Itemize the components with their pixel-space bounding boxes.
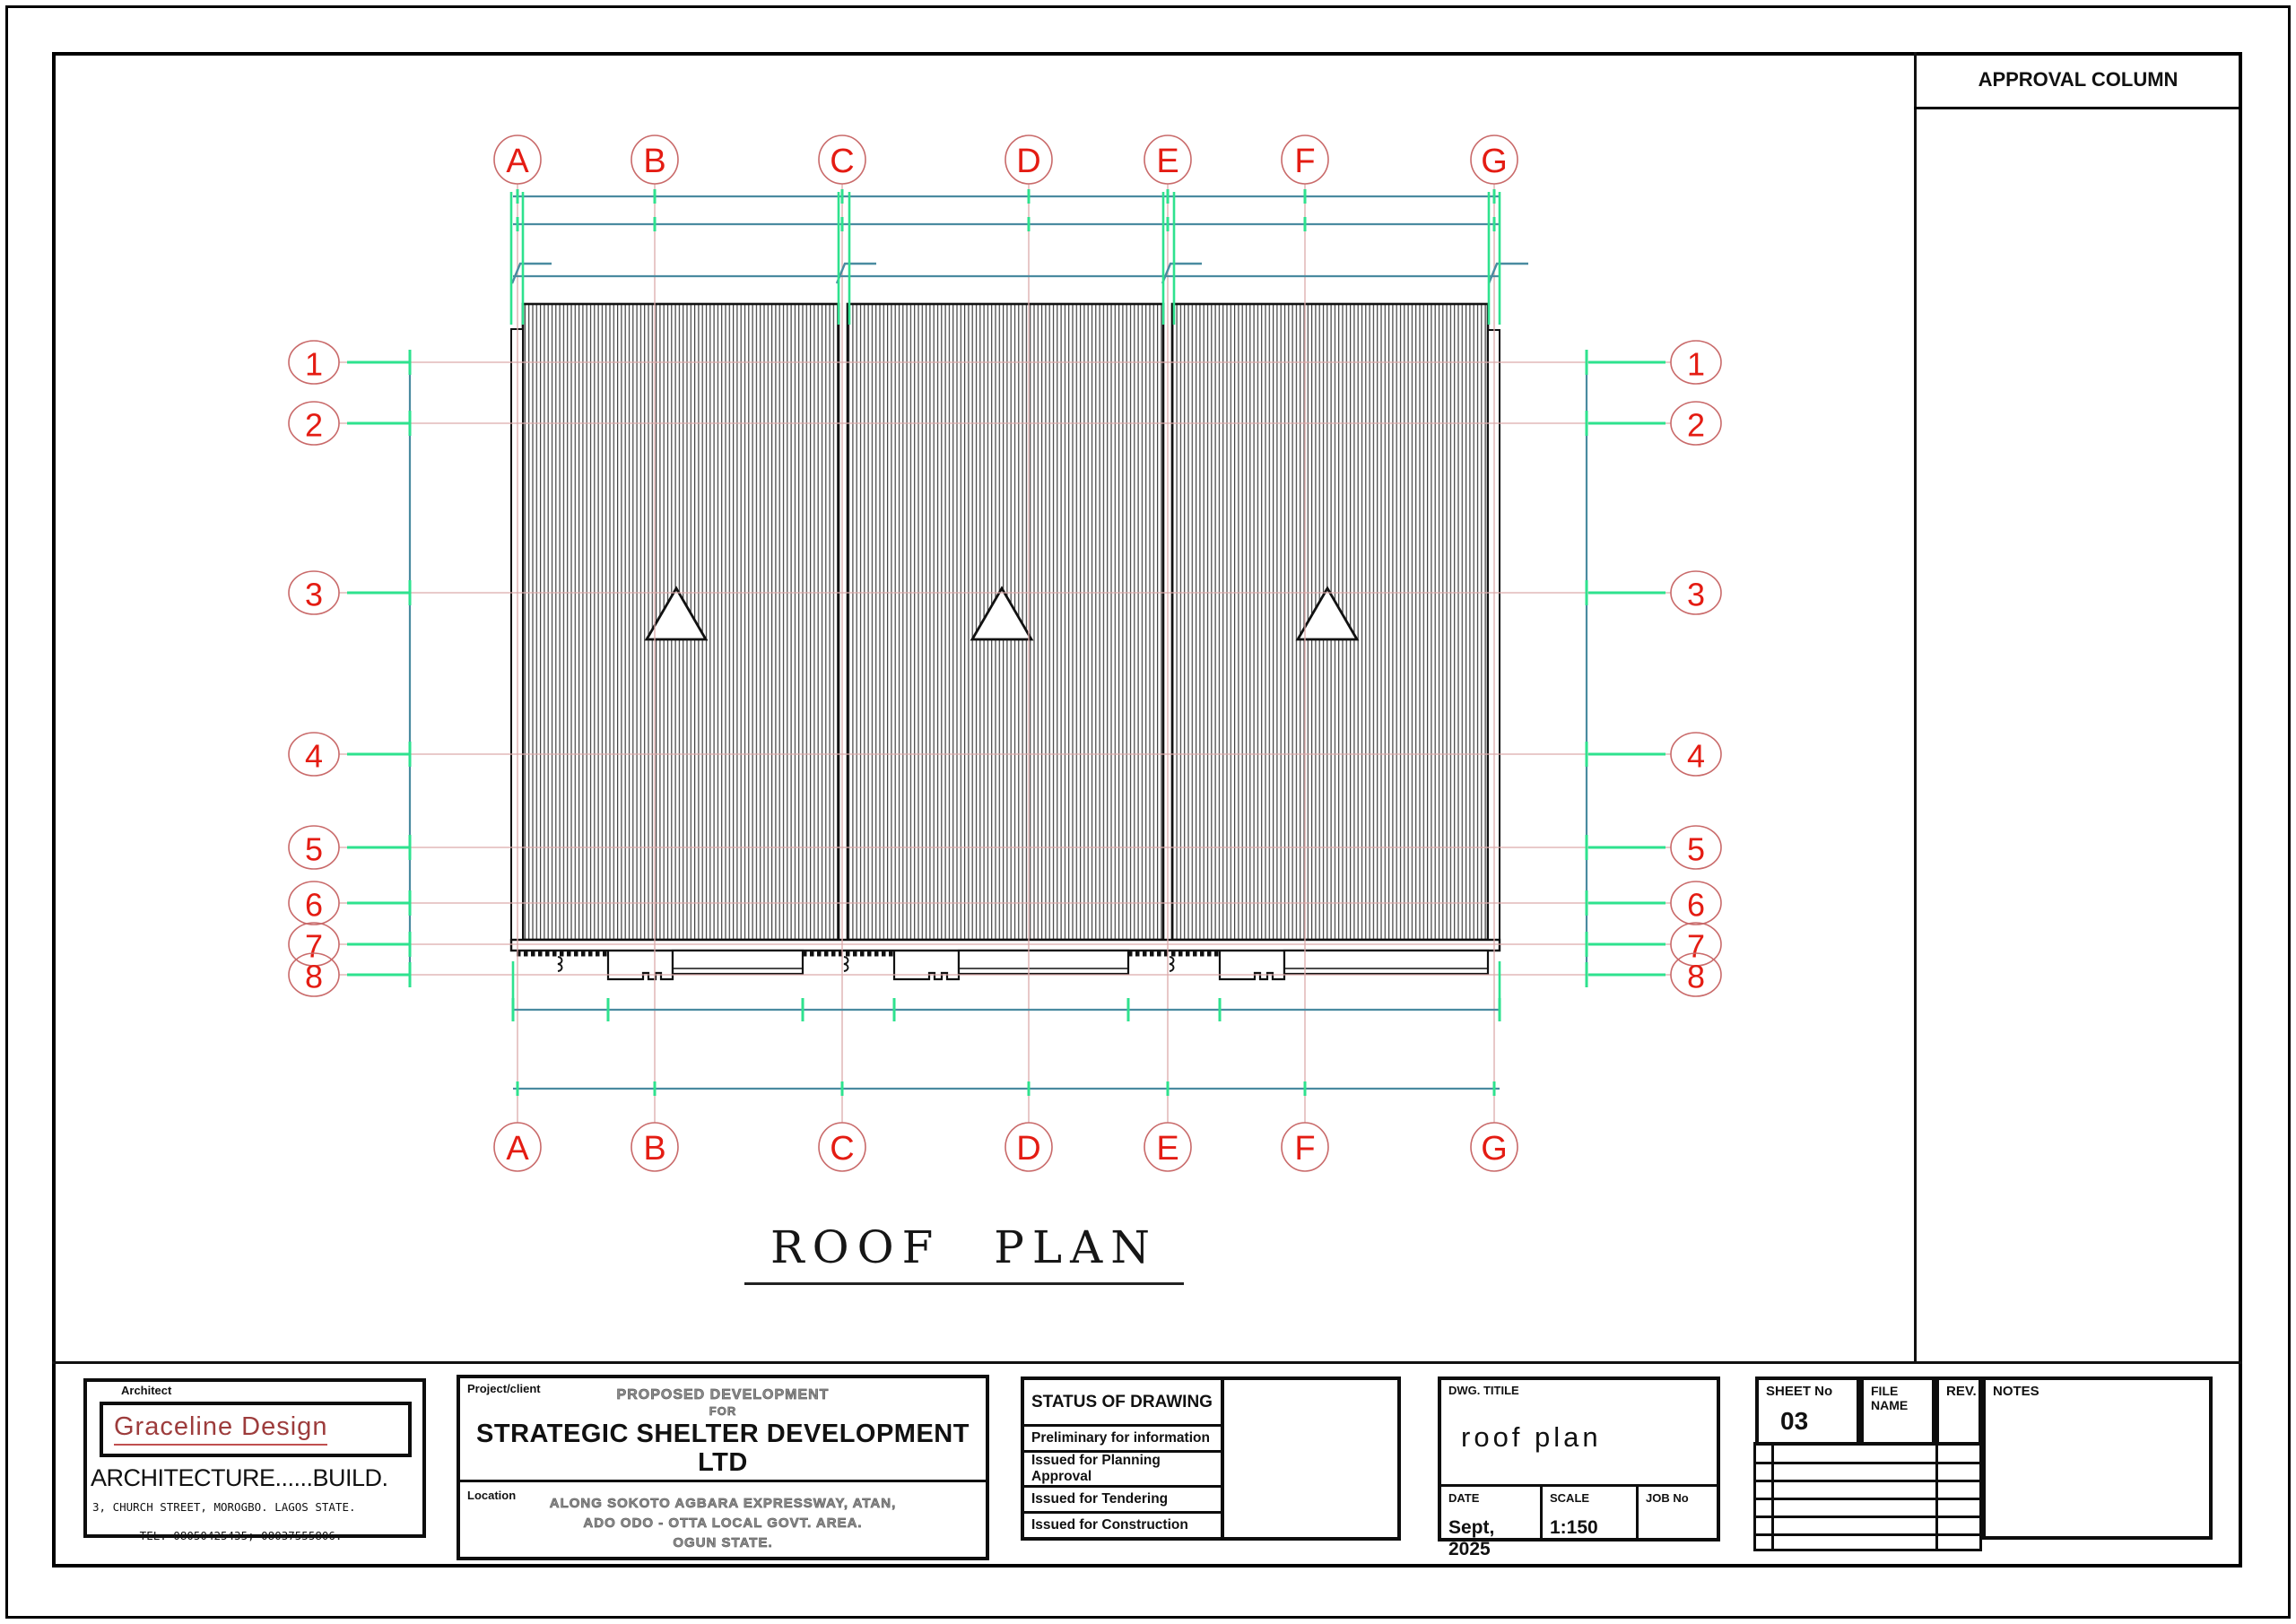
eave-step-box bbox=[673, 951, 803, 974]
eave-teeth bbox=[1171, 951, 1176, 957]
plan-title: ROOF PLAN bbox=[744, 1221, 1184, 1285]
eave-teeth bbox=[1207, 951, 1212, 957]
grid-row-bubble-right-label: 4 bbox=[1686, 737, 1706, 775]
dwg-title-section bbox=[1441, 1380, 1717, 1484]
grid-column-bubble-top-label: F bbox=[1294, 143, 1316, 180]
location-line1: ALONG SOKOTO AGBARA EXPRESSWAY, ATAN, bbox=[549, 1496, 897, 1511]
notes-label: NOTES bbox=[1993, 1384, 2039, 1399]
project-line2: FOR bbox=[709, 1404, 737, 1418]
grid-row-bubble-left-label: 3 bbox=[304, 576, 324, 613]
project-name bbox=[460, 1420, 986, 1477]
grid-column-bubble-bottom-label: F bbox=[1294, 1130, 1316, 1168]
rev-box bbox=[1935, 1376, 1982, 1446]
grid-column-bubble-top-label: A bbox=[506, 143, 529, 180]
file-name-box bbox=[1860, 1376, 1935, 1446]
grid-row-bubble-left-label: 1 bbox=[304, 345, 324, 383]
roof-fascia bbox=[511, 940, 1500, 951]
eave-teeth bbox=[1186, 951, 1190, 957]
eave-teeth bbox=[567, 951, 571, 957]
grid-column-bubble-bottom-label: E bbox=[1156, 1130, 1179, 1168]
status-row: Preliminary for information bbox=[1024, 1427, 1221, 1453]
eave-teeth bbox=[1150, 951, 1154, 957]
scale-label: SCALE bbox=[1550, 1491, 1590, 1505]
grid-row-bubble-left-label: 8 bbox=[304, 958, 324, 995]
grid-column-bubble-top-label: E bbox=[1156, 143, 1179, 180]
date-cell bbox=[1441, 1484, 1540, 1559]
date-value: Sept, 2025 bbox=[1448, 1517, 1495, 1559]
eave-teeth bbox=[560, 951, 564, 957]
eave-step-box bbox=[1284, 951, 1488, 974]
status-block bbox=[1021, 1376, 1224, 1541]
project-client-block bbox=[457, 1375, 989, 1560]
eave-teeth bbox=[552, 951, 557, 957]
grid-column-bubble-bottom-label: C bbox=[830, 1130, 855, 1168]
architect-label: Architect bbox=[121, 1384, 172, 1397]
grid-row-bubble-left-label: 5 bbox=[304, 830, 324, 868]
grid-row-bubble-left-label: 2 bbox=[304, 406, 324, 444]
sheet-no-box bbox=[1755, 1376, 1860, 1446]
scale-cell bbox=[1540, 1484, 1636, 1538]
date-label: DATE bbox=[1448, 1491, 1480, 1505]
grid-row-bubble-left-label: 6 bbox=[304, 886, 324, 924]
approval-column-divider bbox=[1914, 52, 1917, 1363]
eave-teeth bbox=[846, 951, 850, 957]
eave-hook bbox=[558, 957, 562, 971]
eave-teeth bbox=[588, 951, 593, 957]
eave-teeth bbox=[538, 951, 543, 957]
eave-teeth bbox=[596, 951, 600, 957]
eave-teeth bbox=[853, 951, 857, 957]
rev-label: REV. bbox=[1946, 1384, 1977, 1399]
architect-block bbox=[83, 1378, 426, 1542]
architect-name: Graceline Design bbox=[114, 1412, 327, 1446]
status-row: Issued for Construction bbox=[1031, 1517, 1188, 1533]
eave-teeth bbox=[824, 951, 829, 957]
location-line2: ADO ODO - OTTA LOCAL GOVT. AREA. bbox=[583, 1515, 863, 1531]
sheet-no-label: SHEET No bbox=[1766, 1384, 1833, 1399]
job-no-label: JOB No bbox=[1646, 1491, 1689, 1505]
dwg-title-value: roof plan bbox=[1461, 1421, 1602, 1453]
eave-teeth bbox=[860, 951, 865, 957]
architect-address bbox=[92, 1500, 356, 1543]
status-row: Issued for Tendering bbox=[1024, 1488, 1221, 1514]
grid-column-bubble-bottom-label: G bbox=[1481, 1130, 1508, 1168]
eave-teeth bbox=[1193, 951, 1197, 957]
grid-column-bubble-bottom-label: B bbox=[643, 1130, 666, 1168]
eave-teeth bbox=[882, 951, 886, 957]
grid-row-bubble-right-label: 8 bbox=[1686, 958, 1706, 995]
title-strip-separator bbox=[52, 1361, 2242, 1364]
eave-teeth bbox=[581, 951, 586, 957]
revision-table-row-line bbox=[1756, 1515, 1979, 1518]
eave-teeth bbox=[1143, 951, 1147, 957]
architect-tagline: ARCHITECTURE......BUILD. bbox=[91, 1464, 388, 1491]
eave-teeth bbox=[1157, 951, 1161, 957]
eave-teeth bbox=[810, 951, 814, 957]
grid-row-bubble-right-label: 6 bbox=[1686, 886, 1706, 924]
architect-address-line2: TEL. 08050425435; 08037555806. bbox=[133, 1529, 343, 1542]
eave-teeth bbox=[1135, 951, 1140, 957]
location-label: Location bbox=[467, 1489, 517, 1502]
grid-column-bubble-top-label: G bbox=[1481, 143, 1508, 180]
eave-teeth bbox=[1178, 951, 1183, 957]
status-header: STATUS OF DRAWING bbox=[1024, 1380, 1221, 1427]
scale-value: 1:150 bbox=[1550, 1517, 1598, 1538]
eave-teeth bbox=[874, 951, 879, 957]
eave-teeth bbox=[867, 951, 872, 957]
architect-address-line1: 3, CHURCH STREET, MOROGBO. LAGOS STATE. bbox=[92, 1500, 356, 1514]
status-empty-box bbox=[1221, 1376, 1401, 1541]
revision-table-row-line bbox=[1756, 1480, 1979, 1482]
grid-column-bubble-top-label: C bbox=[830, 143, 855, 180]
eave-teeth bbox=[889, 951, 893, 957]
project-name-line2: LTD bbox=[698, 1448, 748, 1477]
project-name-line1: STRATEGIC SHELTER DEVELOPMENT bbox=[476, 1420, 970, 1448]
project-section bbox=[460, 1378, 986, 1482]
dwg-title-block bbox=[1438, 1376, 1720, 1559]
eave-teeth bbox=[817, 951, 822, 957]
eave-hook bbox=[844, 957, 848, 971]
grid-row-bubble-left-label: 7 bbox=[304, 927, 324, 965]
location-section bbox=[460, 1485, 986, 1557]
eave-teeth bbox=[524, 951, 528, 957]
grid-column-bubble-bottom-label: A bbox=[506, 1130, 529, 1168]
architect-name-box bbox=[100, 1402, 412, 1457]
approval-column-header: APPROVAL COLUMN bbox=[1914, 52, 2242, 109]
file-name-label: FILE NAME bbox=[1871, 1384, 1909, 1412]
eave-teeth bbox=[1214, 951, 1219, 957]
grid-column-bubble-top-label: B bbox=[643, 143, 666, 180]
revision-table-row-line bbox=[1756, 1462, 1979, 1464]
eave-teeth bbox=[545, 951, 550, 957]
location-line3: OGUN STATE. bbox=[673, 1535, 773, 1550]
grid-column-bubble-top-label: D bbox=[1016, 143, 1041, 180]
eave-teeth bbox=[1200, 951, 1205, 957]
dwg-title-label: DWG. TITILE bbox=[1448, 1384, 1519, 1397]
grid-row-bubble-right-label: 1 bbox=[1686, 345, 1706, 383]
notes-box bbox=[1982, 1376, 2213, 1540]
grid-row-bubble-right-label: 5 bbox=[1686, 830, 1706, 868]
status-row: Issued for Planning Approval bbox=[1024, 1453, 1221, 1488]
revision-table-row-line bbox=[1756, 1533, 1979, 1536]
project-label: Project/client bbox=[467, 1382, 541, 1395]
eave-step-box bbox=[959, 951, 1128, 974]
eave-hook bbox=[1170, 957, 1174, 971]
revision-table bbox=[1753, 1442, 1982, 1551]
grid-column-bubble-bottom-label: D bbox=[1016, 1130, 1041, 1168]
sheet-no-value: 03 bbox=[1780, 1407, 1809, 1435]
job-no-cell bbox=[1636, 1484, 1717, 1538]
grid-row-bubble-left-label: 4 bbox=[304, 737, 324, 775]
eave-teeth bbox=[603, 951, 607, 957]
eave-teeth bbox=[831, 951, 836, 957]
grid-row-bubble-right-label: 2 bbox=[1686, 406, 1706, 444]
project-line1: PROPOSED DEVELOPMENT bbox=[616, 1387, 830, 1403]
grid-row-bubble-right-label: 3 bbox=[1686, 576, 1706, 613]
grid-row-bubble-right-label: 7 bbox=[1686, 927, 1706, 965]
eave-teeth bbox=[574, 951, 578, 957]
eave-teeth bbox=[531, 951, 535, 957]
revision-table-row-line bbox=[1756, 1498, 1979, 1500]
